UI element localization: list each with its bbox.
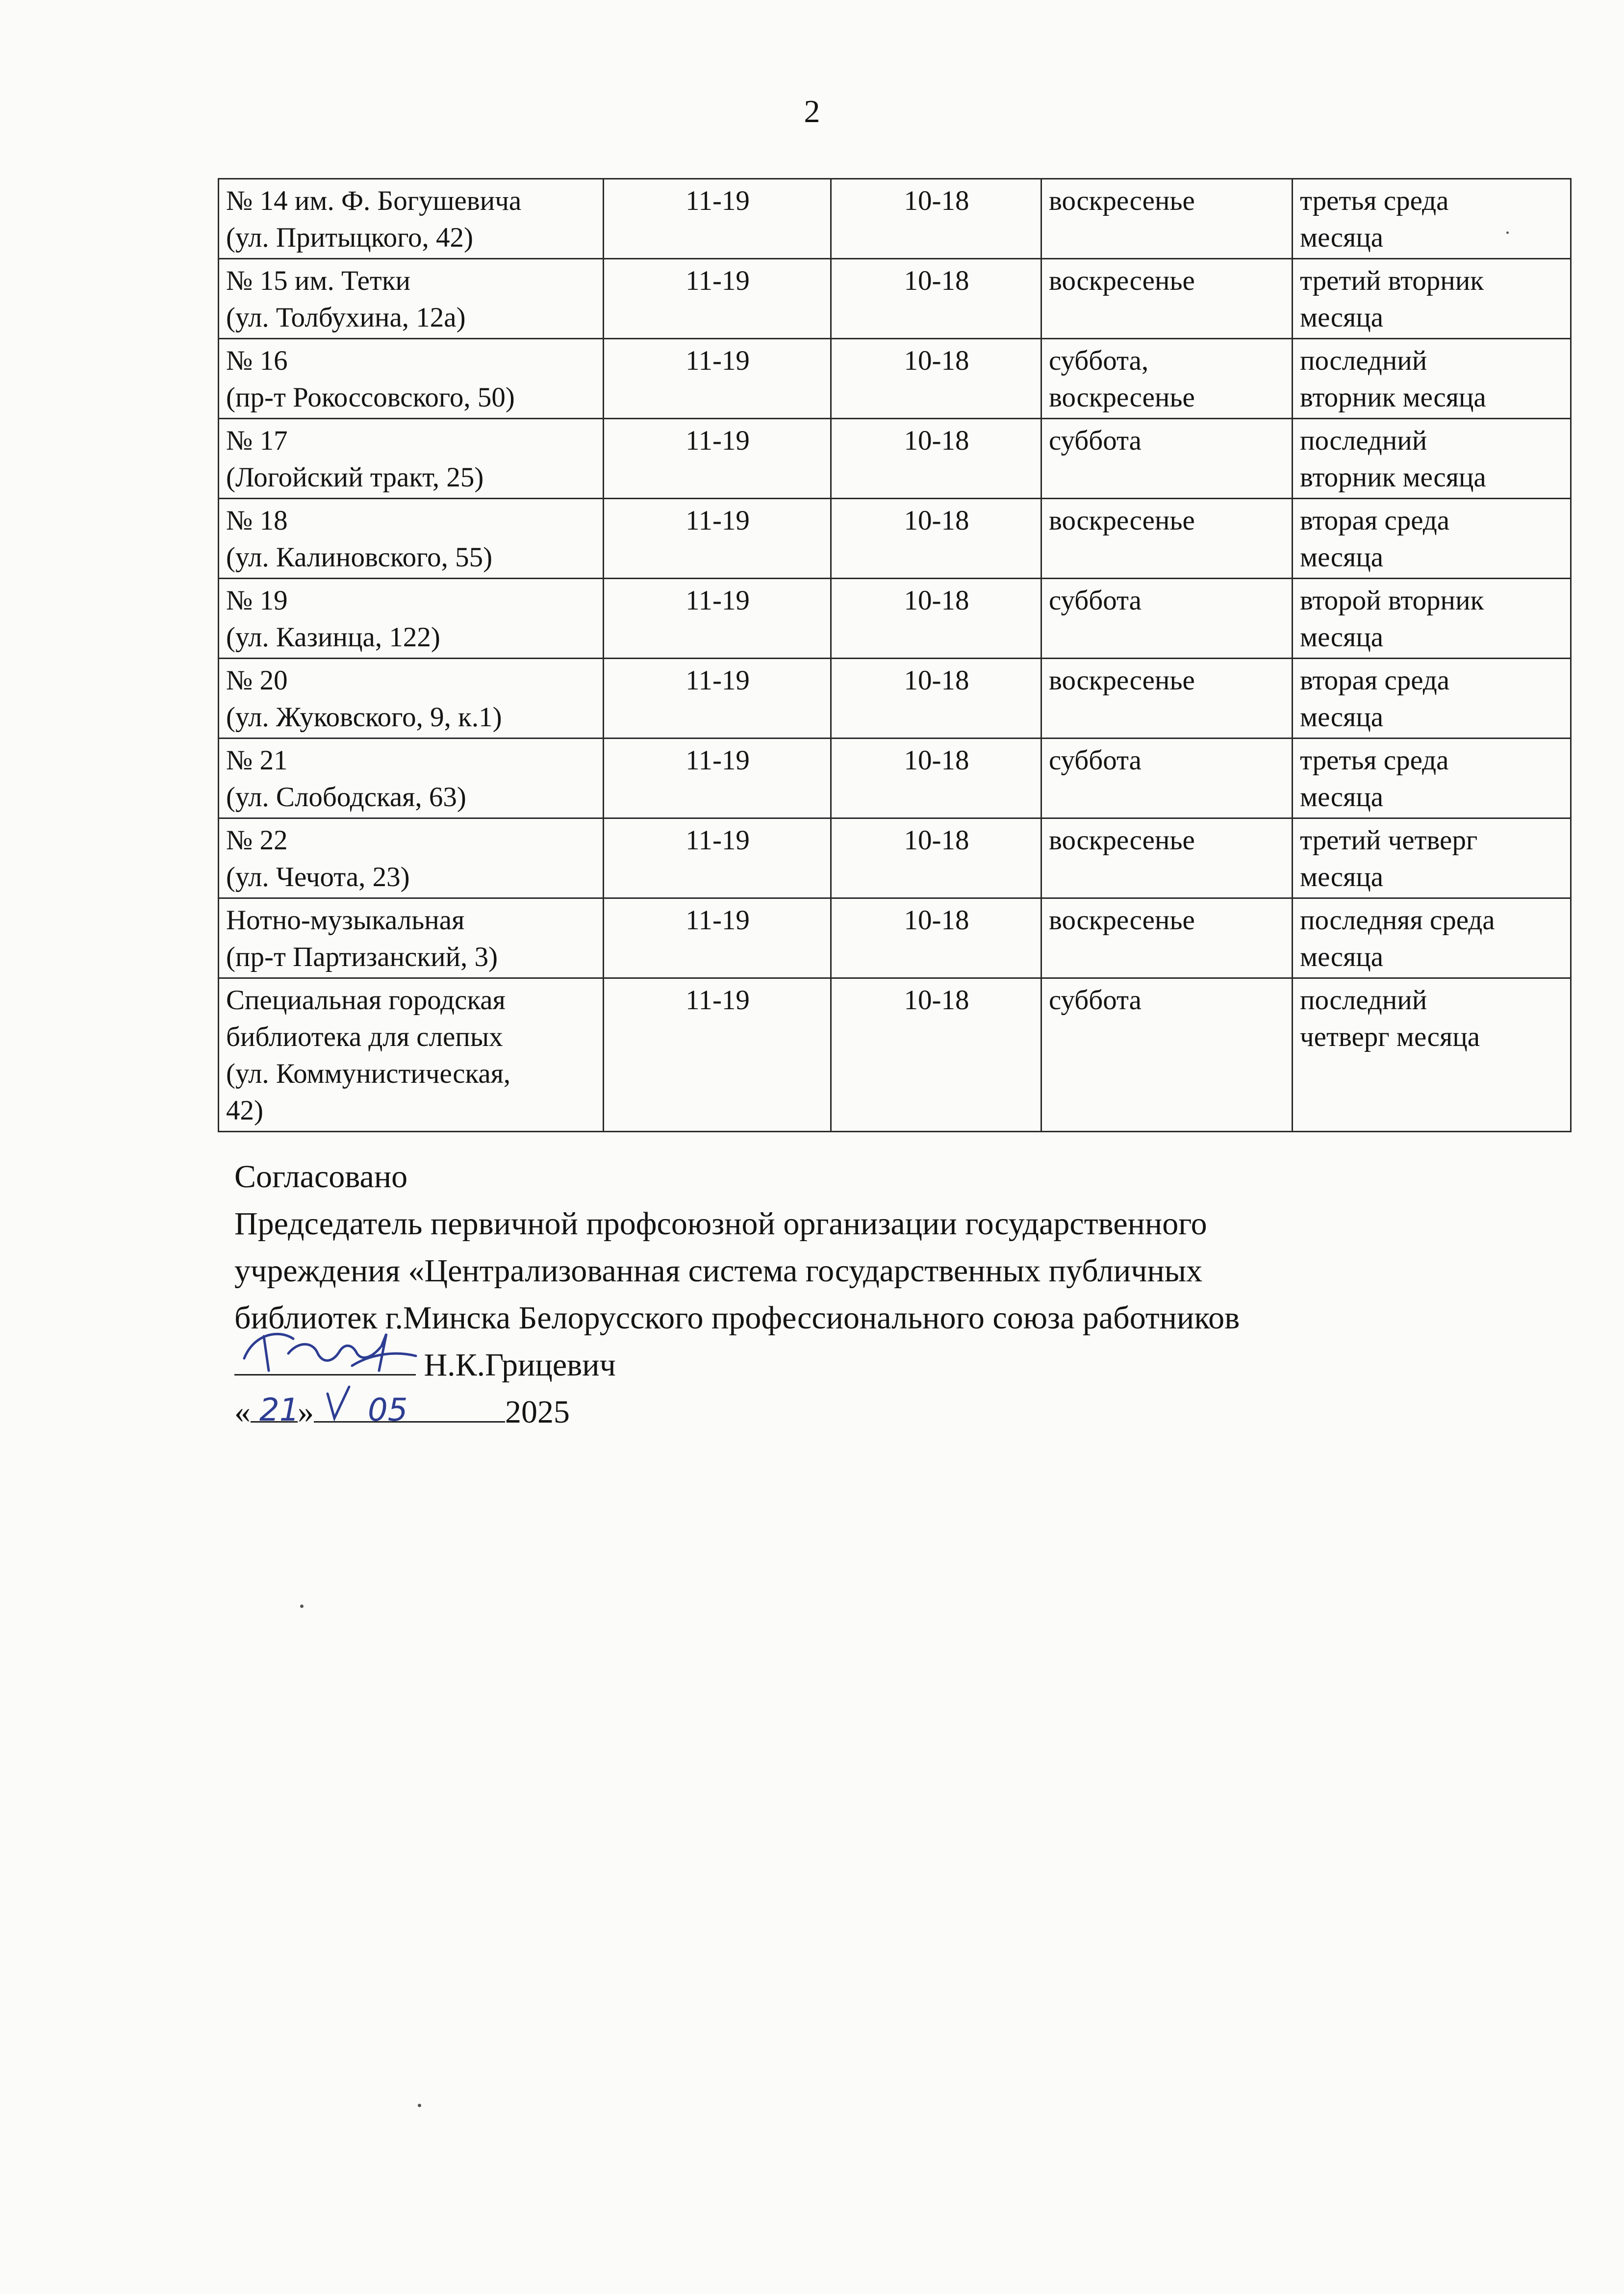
day-off-line: воскресенье	[1049, 185, 1195, 216]
library-name-line: 42)	[226, 1095, 263, 1126]
day-off-line: воскресенье	[1049, 382, 1195, 413]
checkmark-stroke-icon	[324, 1384, 353, 1423]
library-name-line: № 21	[226, 745, 288, 776]
sanitary-day-line: последний	[1300, 345, 1427, 376]
sanitary-day-cell	[1293, 659, 1571, 739]
day-off-line: воскресенье	[1049, 265, 1195, 296]
approval-heading: Согласовано	[234, 1159, 408, 1195]
day-off-cell	[1041, 978, 1293, 1132]
hours-cell-2: 10-18	[831, 179, 1041, 259]
day-off-cell	[1041, 739, 1293, 818]
library-name-line: № 16	[226, 345, 288, 376]
library-name-cell	[219, 339, 604, 419]
table-row	[219, 259, 1571, 339]
sanitary-day-line: третий четверг	[1300, 825, 1478, 856]
sanitary-day-line: вторник месяца	[1300, 382, 1486, 413]
sanitary-day-line: третий вторник	[1300, 265, 1484, 296]
day-off-cell	[1041, 339, 1293, 419]
sanitary-day-line: месяца	[1300, 942, 1384, 972]
sanitary-day-line: месяца	[1300, 782, 1384, 813]
sanitary-day-line: последний	[1300, 425, 1427, 456]
sanitary-day-line: второй вторник	[1300, 585, 1484, 616]
hours-cell-2: 10-18	[831, 739, 1041, 818]
sanitary-day-cell	[1293, 739, 1571, 818]
table-row	[219, 739, 1571, 818]
hours-cell-1: 11-19	[604, 419, 831, 499]
hours-cell-2: 10-18	[831, 499, 1041, 579]
scan-speck	[300, 1605, 304, 1608]
sanitary-day-cell	[1293, 978, 1571, 1132]
approval-line-1: Председатель первичной профсоюзной организации государственного	[234, 1206, 1207, 1242]
approval-line-2: учреждения «Централизованная система государственных публичных	[234, 1253, 1203, 1289]
sanitary-day-line: вторая среда	[1300, 505, 1450, 536]
day-off-cell	[1041, 259, 1293, 339]
library-name-line: (Логойский тракт, 25)	[226, 462, 484, 493]
hours-cell-1: 11-19	[604, 659, 831, 739]
day-off-cell	[1041, 499, 1293, 579]
library-name-cell	[219, 259, 604, 339]
day-off-line: суббота	[1049, 985, 1142, 1016]
date-day-value: 21	[259, 1392, 300, 1428]
sanitary-day-line: вторая среда	[1300, 665, 1450, 696]
scan-speck	[418, 2104, 421, 2107]
approval-block	[234, 1153, 1240, 1436]
date-line	[234, 1389, 1240, 1436]
sanitary-day-line: третья среда	[1300, 185, 1449, 216]
hours-cell-2: 10-18	[831, 818, 1041, 898]
signature-field	[234, 1345, 416, 1376]
library-name-line: (ул. Коммунистическая,	[226, 1058, 511, 1089]
hours-cell-2: 10-18	[831, 339, 1041, 419]
day-off-line: суббота	[1049, 425, 1142, 456]
library-schedule-table	[218, 178, 1572, 1132]
sanitary-day-line: последняя среда	[1300, 905, 1495, 936]
hours-cell-1: 11-19	[604, 579, 831, 659]
sanitary-day-line: четверг месяца	[1300, 1021, 1480, 1052]
table-row	[219, 579, 1571, 659]
table-row	[219, 898, 1571, 978]
library-name-line: (ул. Толбухина, 12а)	[226, 302, 466, 333]
table-row	[219, 499, 1571, 579]
hours-cell-1: 11-19	[604, 978, 831, 1132]
library-name-cell	[219, 579, 604, 659]
library-name-cell	[219, 659, 604, 739]
day-off-cell	[1041, 818, 1293, 898]
library-name-line: (ул. Казинца, 122)	[226, 622, 440, 653]
library-name-line: (ул. Слободская, 63)	[226, 782, 466, 813]
library-name-line: (ул. Притыцкого, 42)	[226, 222, 474, 253]
library-name-line: (пр-т Рокоссовского, 50)	[226, 382, 515, 413]
sanitary-day-cell	[1293, 499, 1571, 579]
page-number: 2	[804, 94, 820, 129]
date-day-field	[251, 1392, 300, 1428]
sanitary-day-line: месяца	[1300, 622, 1384, 653]
sanitary-day-line: вторник месяца	[1300, 462, 1486, 493]
day-off-line: суббота	[1049, 585, 1142, 616]
day-off-line: воскресенье	[1049, 505, 1195, 536]
library-name-line: № 20	[226, 665, 288, 696]
hours-cell-1: 11-19	[604, 898, 831, 978]
signer-name: Н.К.Грицевич	[424, 1347, 616, 1383]
sanitary-day-line: месяца	[1300, 862, 1384, 892]
sanitary-day-line: месяца	[1300, 542, 1384, 573]
hours-cell-1: 11-19	[604, 739, 831, 818]
library-name-line: (ул. Жуковского, 9, к.1)	[226, 702, 502, 733]
library-name-cell	[219, 179, 604, 259]
table-row	[219, 419, 1571, 499]
sanitary-day-cell	[1293, 419, 1571, 499]
library-name-cell	[219, 419, 604, 499]
hours-cell-2: 10-18	[831, 659, 1041, 739]
signature-line	[234, 1342, 1240, 1389]
table-row	[219, 659, 1571, 739]
library-name-line: библиотека для слепых	[226, 1021, 503, 1052]
library-name-line: № 18	[226, 505, 288, 536]
hours-cell-1: 11-19	[604, 499, 831, 579]
handwritten-signature	[234, 1324, 421, 1378]
library-name-cell	[219, 818, 604, 898]
library-name-line: № 17	[226, 425, 288, 456]
hours-cell-1: 11-19	[604, 259, 831, 339]
day-off-line: воскресенье	[1049, 825, 1195, 856]
date-close-quote: »	[298, 1394, 314, 1430]
library-name-cell	[219, 739, 604, 818]
date-year: 2025	[505, 1394, 570, 1430]
table-row	[219, 339, 1571, 419]
sanitary-day-line: последний	[1300, 985, 1427, 1016]
table-row	[219, 978, 1571, 1132]
sanitary-day-cell	[1293, 818, 1571, 898]
hours-cell-2: 10-18	[831, 419, 1041, 499]
hours-cell-2: 10-18	[831, 259, 1041, 339]
sanitary-day-line: месяца	[1300, 702, 1384, 733]
date-month-field	[314, 1392, 505, 1428]
sanitary-day-line: месяца	[1300, 302, 1384, 333]
day-off-cell	[1041, 579, 1293, 659]
library-name-cell	[219, 499, 604, 579]
library-name-line: (пр-т Партизанский, 3)	[226, 942, 498, 972]
sanitary-day-cell	[1293, 179, 1571, 259]
date-month-value: 05	[368, 1392, 408, 1428]
hours-cell-2: 10-18	[831, 978, 1041, 1132]
hours-cell-1: 11-19	[604, 818, 831, 898]
sanitary-day-cell	[1293, 259, 1571, 339]
library-name-line: Специальная городская	[226, 985, 506, 1016]
date-open-quote: «	[234, 1394, 251, 1430]
library-name-line: Нотно-музыкальная	[226, 905, 465, 936]
table-row	[219, 179, 1571, 259]
library-name-line: (ул. Чечота, 23)	[226, 862, 410, 892]
sanitary-day-cell	[1293, 339, 1571, 419]
hours-cell-2: 10-18	[831, 898, 1041, 978]
schedule-table-body	[219, 179, 1571, 1132]
sanitary-day-line: месяца	[1300, 222, 1384, 253]
library-name-line: № 15 им. Тетки	[226, 265, 411, 296]
approval-line-3: библиотек г.Минска Белорусского профессионального союза работников	[234, 1300, 1240, 1336]
day-off-cell	[1041, 659, 1293, 739]
day-off-line: суббота,	[1049, 345, 1149, 376]
sanitary-day-line: третья среда	[1300, 745, 1449, 776]
day-off-cell	[1041, 179, 1293, 259]
day-off-cell	[1041, 898, 1293, 978]
sanitary-day-cell	[1293, 898, 1571, 978]
day-off-cell	[1041, 419, 1293, 499]
sanitary-day-cell	[1293, 579, 1571, 659]
hours-cell-2: 10-18	[831, 579, 1041, 659]
library-name-line: № 19	[226, 585, 288, 616]
day-off-line: суббота	[1049, 745, 1142, 776]
day-off-line: воскресенье	[1049, 665, 1195, 696]
library-name-cell	[219, 978, 604, 1132]
table-row	[219, 818, 1571, 898]
library-name-line: (ул. Калиновского, 55)	[226, 542, 493, 573]
scan-speck	[1506, 231, 1509, 234]
library-name-line: № 14 им. Ф. Богушевича	[226, 185, 522, 216]
hours-cell-1: 11-19	[604, 179, 831, 259]
library-name-cell	[219, 898, 604, 978]
library-name-line: № 22	[226, 825, 288, 856]
day-off-line: воскресенье	[1049, 905, 1195, 936]
hours-cell-1: 11-19	[604, 339, 831, 419]
